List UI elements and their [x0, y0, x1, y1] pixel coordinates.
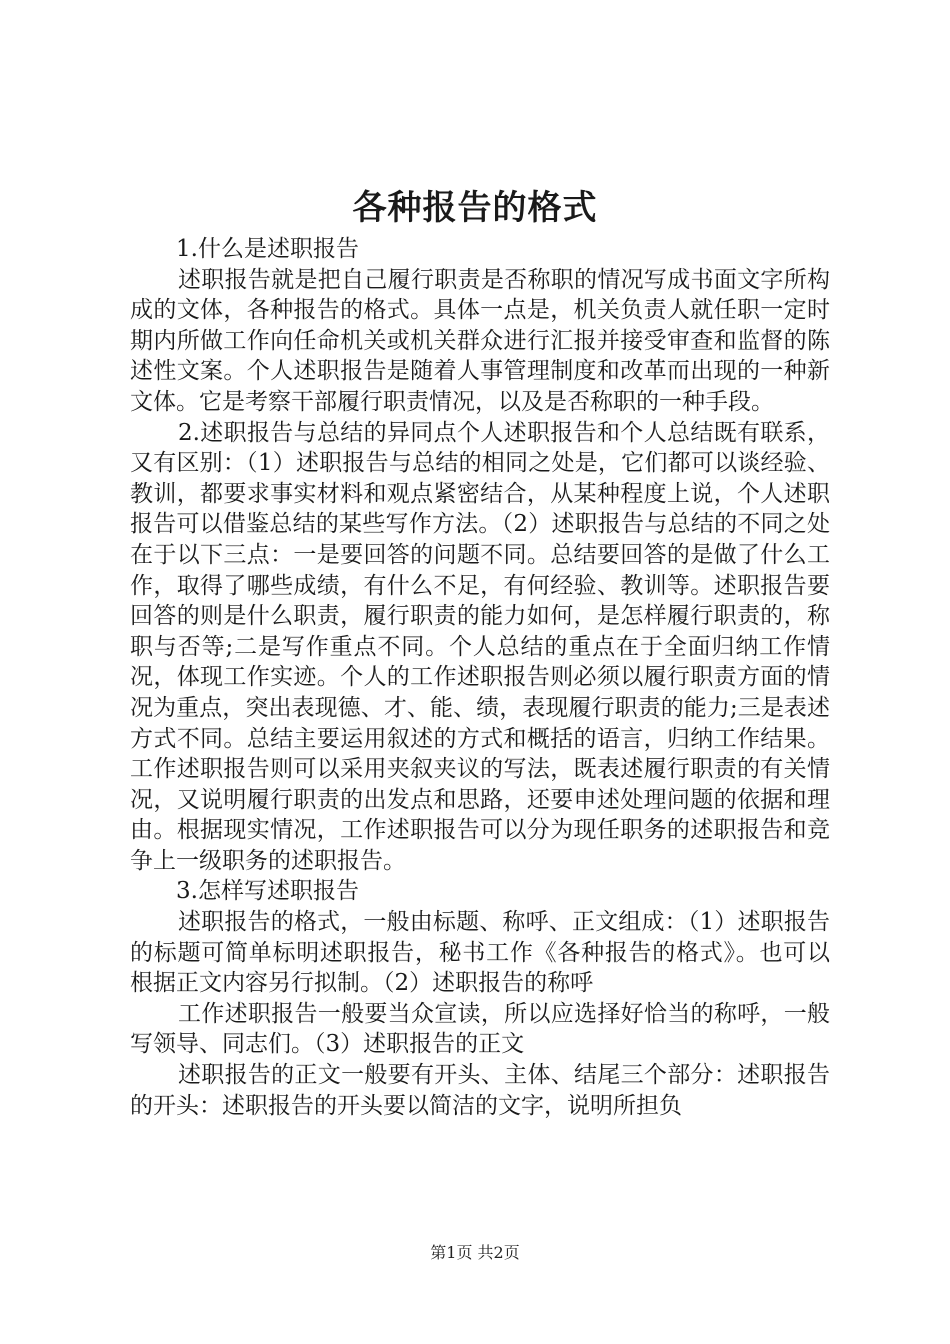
document-body — [130, 234, 830, 1121]
section-heading-3: 3.怎样写述职报告 — [176, 878, 359, 905]
paragraph-4: 工作述职报告一般要当众宣读，所以应选择好恰当的称呼，一般写领导、同志们。（3）述职报告的正文 — [130, 1000, 830, 1058]
paragraph-5: 述职报告的正文一般要有开头、主体、结尾三个部分：述职报告的开头：述职报告的开头要以简洁的文字，说明所担负 — [130, 1062, 830, 1119]
paragraph-3: 述职报告的格式，一般由标题、称呼、正文组成：（1）述职报告的标题可简单标明述职报告，秘书工作《各种报告的格式》。也可以根据正文内容另行拟制。（2）述职报告的称呼 — [130, 909, 830, 997]
paragraph-2: 2.述职报告与总结的异同点个人述职报告和个人总结既有联系，又有区别：（1）述职报告与总结的相同之处是，它们都可以谈经验、教训，都要求事实材料和观点紧密结合，从某种程度上说，个人述职报告可以借鉴总结的某些写作方法。（2）述职报告与总结的不同之处在于以下三点：一是要回答的问题不同。总结要回答的是做了什么工作，取得了哪些成绩，有什么不足，有何经验、教训等。述职报告要回答的则是什么职责，履行职责的能力如何，是怎样履行职责的，称职与否等;二是写作重点不同。个人总结的重点在于全面归纳工作情况，体现工作实迹。个人的工作述职报告则必须以履行职责方面的情况为重点，突出表现德、才、能、绩，表现履行职责的能力;三是表述方式不同。总结主要运用叙述的方式和概括的语言，归纳工作结果。工作述职报告则可以采用夹叙夹议的写法，既表述履行职责的有关情况，又说明履行职责的出发点和思路，还要申述处理问题的依据和理由。根据现实情况，工作述职报告可以分为现任职务的述职报告和竞争上一级职务的述职报告。 — [130, 419, 830, 874]
paragraph-1: 述职报告就是把自己履行职责是否称职的情况写成书面文字所构成的文体，各种报告的格式。具体一点是，机关负责人就任职一定时期内所做工作向任命机关或机关群众进行汇报并接受审查和监督的陈述性文案。个人述职报告是随着人事管理制度和改革而出现的一种新文体。它是考察干部履行职责情况，以及是否称职的一种手段。 — [130, 266, 830, 415]
document-title: 各种报告的格式 — [352, 188, 598, 228]
section-heading-1: 1.什么是述职报告 — [176, 236, 359, 262]
page-footer: 第1页 共2页 — [430, 1243, 520, 1262]
